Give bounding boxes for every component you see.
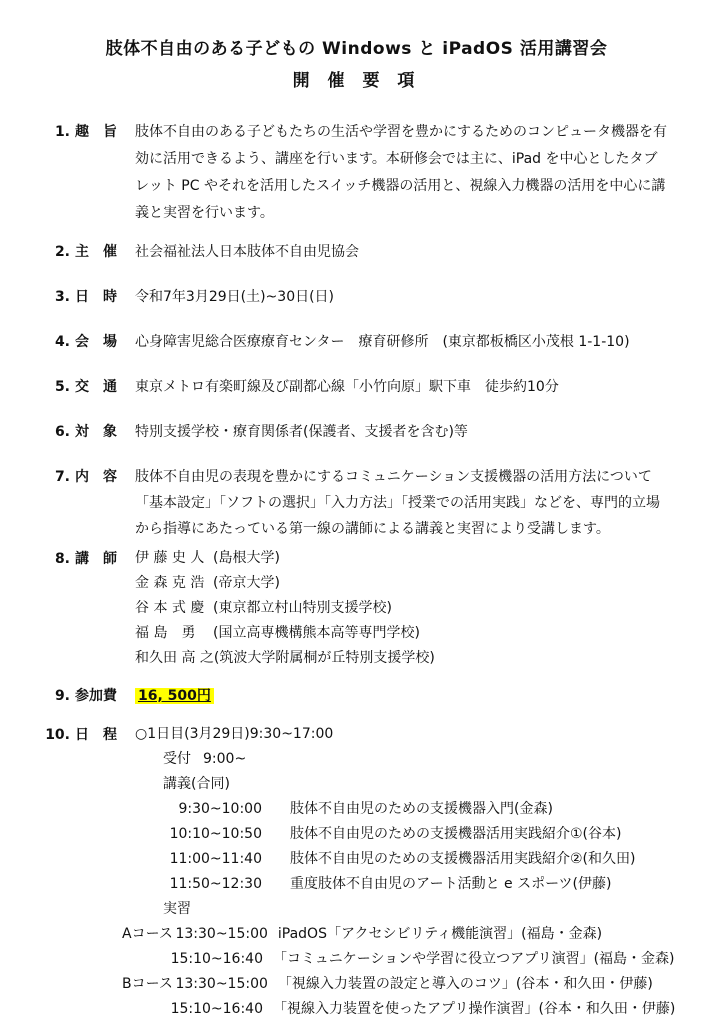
section-number: 10. <box>45 727 70 743</box>
lecture-row <box>135 822 675 847</box>
lecture-time: 11:50~12:30 <box>169 876 262 892</box>
practice-title: 「コミュニケーションや学習に役立つアプリ演習」(福島・金森) <box>273 951 675 967</box>
practice-title: iPadOS「アクセシビリティ機能演習」(福島・金森) <box>277 926 603 942</box>
lecture-time: 10:10~10:50 <box>169 826 262 842</box>
section-label: 対 象 <box>75 424 117 440</box>
section-venue <box>45 329 668 356</box>
section-label: 日 時 <box>75 289 117 305</box>
section-label: 参加費 <box>75 688 117 704</box>
section-number: 5. <box>54 379 70 395</box>
section-number: 9. <box>54 688 70 704</box>
section-datetime <box>45 284 668 311</box>
fee-wrapper <box>135 683 668 710</box>
schedule-practice-heading: 実習 <box>163 901 191 917</box>
lecture-row <box>135 847 675 872</box>
lecture-time: 9:30~10:00 <box>178 801 262 817</box>
lecturer-name: 谷 本 式 慶 <box>135 600 205 616</box>
lecture-row <box>135 797 675 822</box>
lecturer-list <box>135 546 668 671</box>
document-title: 肢体不自由のある子どもの Windows と iPadOS 活用講習会 <box>105 39 608 59</box>
lecturer-row <box>135 571 668 596</box>
section-text: 東京メトロ有楽町線及び副都心線「小竹向原」駅下車 徒歩約10分 <box>135 379 559 395</box>
lecture-row <box>135 872 675 897</box>
lecture-time: 11:00~11:40 <box>169 851 262 867</box>
lecturer-row <box>135 646 668 671</box>
practice-time: 13:30~15:00 <box>175 926 268 942</box>
section-number: 2. <box>54 244 70 260</box>
section-text: 社会福祉法人日本肢体不自由児協会 <box>135 244 359 260</box>
lecturer-name: 福 島 勇 <box>135 625 196 641</box>
section-access <box>45 374 668 401</box>
section-text: 特別支援学校・療育関係者(保護者、支援者を含む)等 <box>135 424 468 440</box>
lecturer-name: 伊 藤 史 人 <box>135 550 205 566</box>
lecturer-name: 金 森 克 浩 <box>135 575 205 591</box>
section-label: 講 師 <box>75 551 117 567</box>
section-number: 4. <box>54 334 70 350</box>
section-number: 7. <box>54 469 70 485</box>
reception-label: 受付 <box>163 751 191 767</box>
practice-row <box>122 972 675 997</box>
section-number: 1. <box>54 124 70 140</box>
section-label: 日 程 <box>75 727 117 743</box>
lecturer-affiliation: (帝京大学) <box>213 575 280 591</box>
schedule-lecture-heading: 講義(合同) <box>163 776 230 792</box>
section-label: 趣 旨 <box>75 124 117 140</box>
schedule <box>122 722 676 1022</box>
practice-row <box>122 997 675 1022</box>
lecture-title: 肢体不自由児のための支援機器入門(金森) <box>290 801 553 817</box>
document-subtitle: 開 催 要 項 <box>292 71 421 91</box>
lecturer-row <box>135 621 668 646</box>
practice-course: Aコース <box>122 926 173 942</box>
section-purpose <box>45 119 668 227</box>
practice-title: 「視線入力装置を使ったアプリ操作演習」(谷本・和久田・伊藤) <box>273 1001 676 1017</box>
section-number: 3. <box>54 289 70 305</box>
section-number: 8. <box>54 551 70 567</box>
reception-time: 9:00~ <box>203 751 247 767</box>
practice-course <box>122 997 168 1022</box>
lecturer-affiliation: (島根大学) <box>213 550 280 566</box>
lecturer-row <box>135 546 668 571</box>
lecture-title: 肢体不自由児のための支援機器活用実践紹介①(谷本) <box>290 826 622 842</box>
document-body <box>45 119 676 1022</box>
lecture-title: 肢体不自由児のための支援機器活用実践紹介②(和久田) <box>290 851 636 867</box>
practice-row <box>122 947 675 972</box>
lecturer-row <box>135 596 668 621</box>
lecturer-name: 和久田 高 之 <box>135 650 214 666</box>
section-text: 心身障害児総合医療療育センター 療育研修所 (東京都板橋区小茂根 1-1-10) <box>135 334 630 350</box>
section-text: 肢体不自由児の表現を豊かにするコミュニケーション支援機器の活用方法について「基本設定」「ソフトの選択」「入力方法」「授業での活用実践」などを、専門的立場から指導にあたっている第一線の講師による講義と実習により受講します。 <box>135 469 660 537</box>
section-target <box>45 419 668 446</box>
section-label: 主 催 <box>75 244 117 260</box>
section-contents <box>45 464 668 542</box>
section-fee <box>45 683 668 710</box>
section-number: 6. <box>54 424 70 440</box>
schedule-day1-heading: ○1日目(3月29日)9:30~17:00 <box>135 726 334 742</box>
lecturer-affiliation: (筑波大学附属桐が丘特別支援学校) <box>213 650 435 666</box>
section-label: 会 場 <box>75 334 117 350</box>
lecturer-affiliation: (国立高専機構熊本高等専門学校) <box>213 625 420 641</box>
practice-title: 「視線入力装置の設定と導入のコツ」(谷本・和久田・伊藤) <box>277 976 653 992</box>
section-label: 内 容 <box>75 469 117 485</box>
lecture-title: 重度肢体不自由児のアート活動と e スポーツ(伊藤) <box>290 876 612 892</box>
section-schedule <box>45 722 676 1022</box>
fee-amount-highlighted: 16, 500円 <box>135 688 214 704</box>
schedule-reception-row <box>163 747 675 772</box>
lecturer-affiliation: (東京都立村山特別支援学校) <box>213 600 392 616</box>
section-text: 令和7年3月29日(土)~30日(日) <box>135 289 335 305</box>
section-label: 交 通 <box>75 379 117 395</box>
practice-course <box>122 947 168 972</box>
practice-time: 13:30~15:00 <box>175 976 268 992</box>
section-lecturers <box>45 546 668 671</box>
practice-time: 15:10~16:40 <box>170 1001 263 1017</box>
section-organizer <box>45 239 668 266</box>
section-text: 肢体不自由のある子どもたちの生活や学習を豊かにするためのコンピュータ機器を有効に活用できるよう、講座を行います。本研修会では主に、iPad を中心としたタブレット PC やそれを活用したスイッチ機器の活用と、視線入力機器の活用を中心に講義と実習を行います。 <box>135 124 667 221</box>
practice-time: 15:10~16:40 <box>170 951 263 967</box>
practice-course: Bコース <box>122 976 173 992</box>
practice-row <box>122 922 675 947</box>
